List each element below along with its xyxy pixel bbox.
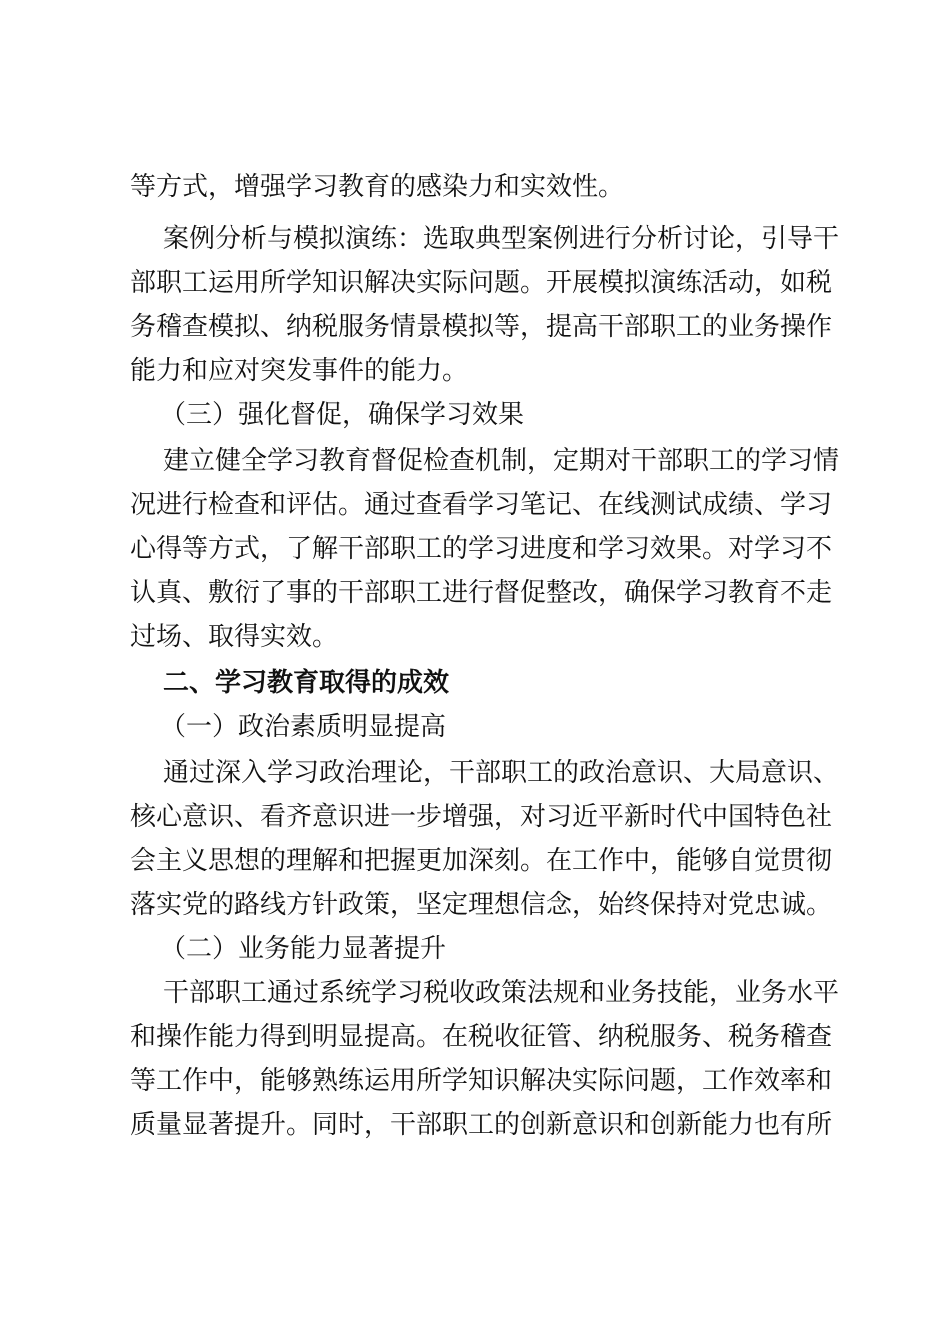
- subsection-heading: （二）业务能力显著提升: [160, 934, 447, 964]
- subsection-heading: （三）强化督促，确保学习效果: [160, 400, 525, 430]
- paragraph-line: 认真、敷衍了事的干部职工进行督促整改，确保学习教育不走: [130, 578, 833, 608]
- paragraph-line: 核心意识、看齐意识进一步增强，对习近平新时代中国特色社: [130, 802, 833, 832]
- paragraph-line: 过场、取得实效。: [130, 622, 339, 652]
- paragraph-line: 等工作中，能够熟练运用所学知识解决实际问题，工作效率和: [130, 1066, 833, 1096]
- section-heading: 二、学习教育取得的成效: [163, 668, 450, 698]
- paragraph-line: 部职工运用所学知识解决实际问题。开展模拟演练活动，如税: [130, 268, 833, 298]
- paragraph-line: 建立健全学习教育督促检查机制，定期对干部职工的学习情: [163, 446, 840, 476]
- paragraph-line: 等方式，增强学习教育的感染力和实效性。: [130, 172, 625, 202]
- paragraph-line: 务稽查模拟、纳税服务情景模拟等，提高干部职工的业务操作: [130, 312, 833, 342]
- paragraph-line: 干部职工通过系统学习税收政策法规和业务技能，业务水平: [163, 978, 840, 1008]
- paragraph-line: 能力和应对突发事件的能力。: [130, 356, 469, 386]
- paragraph-line: 质量显著提升。同时，干部职工的创新意识和创新能力也有所: [130, 1110, 833, 1140]
- paragraph-line: 和操作能力得到明显提高。在税收征管、纳税服务、税务稽查: [130, 1022, 833, 1052]
- paragraph-line: 案例分析与模拟演练：选取典型案例进行分析讨论，引导干: [163, 224, 840, 254]
- paragraph-line: 心得等方式，了解干部职工的学习进度和学习效果。对学习不: [130, 534, 833, 564]
- paragraph-line: 通过深入学习政治理论，干部职工的政治意识、大局意识、: [163, 758, 840, 788]
- paragraph-line: 会主义思想的理解和把握更加深刻。在工作中，能够自觉贯彻: [130, 846, 833, 876]
- subsection-heading: （一）政治素质明显提高: [160, 712, 447, 742]
- paragraph-line: 落实党的路线方针政策，坚定理想信念，始终保持对党忠诚。: [130, 890, 833, 920]
- paragraph-line: 况进行检查和评估。通过查看学习笔记、在线测试成绩、学习: [130, 490, 833, 520]
